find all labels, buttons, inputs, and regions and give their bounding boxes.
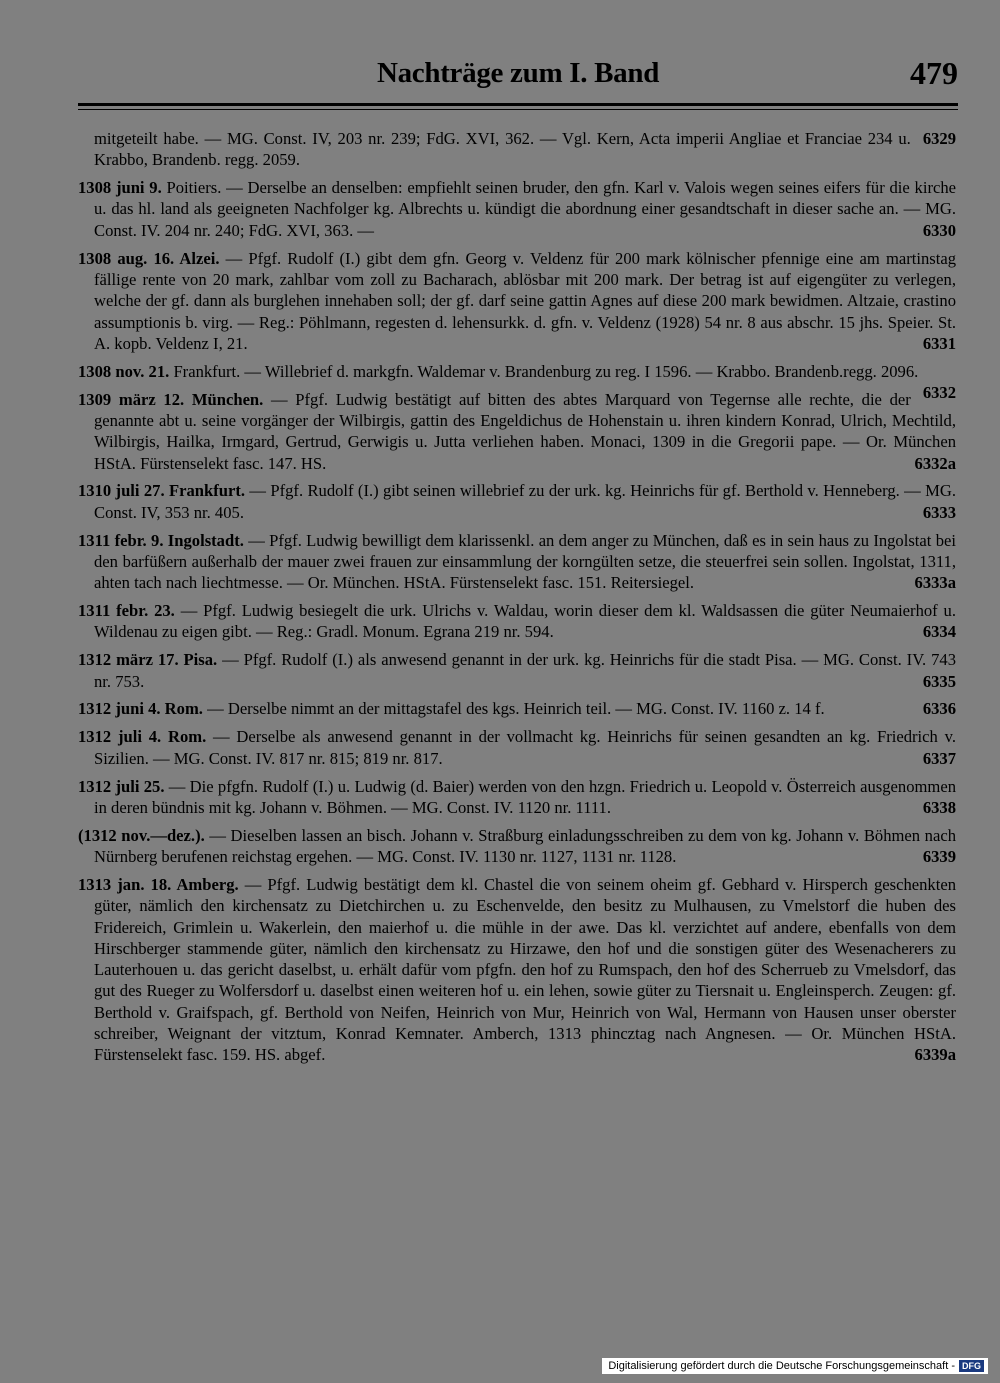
entry-6331 (78, 248, 956, 354)
entry-date-place: 1308 nov. 21. (78, 361, 170, 381)
entry-number: 6333 (922, 502, 956, 522)
entries-list (78, 128, 956, 1072)
header-rule-thick (78, 103, 958, 106)
entry-6333 (78, 480, 956, 523)
entry-6335 (78, 649, 956, 692)
entry-number: 6336 (922, 699, 956, 719)
header-rule-thin (78, 109, 958, 110)
entry-number: 6332a (914, 453, 956, 473)
entry-date-place: 1312 juli 4. Rom. (78, 727, 207, 747)
entry-number: 6331 (922, 333, 956, 353)
page-header (78, 55, 958, 101)
entry-6332a (78, 389, 956, 474)
entry-date-place: 1311 febr. 23. (78, 601, 175, 621)
entry-date-place: 1310 juli 27. Frankfurt. (78, 481, 246, 501)
entry-number: 6332 (922, 383, 956, 403)
entry-text: Poitiers. — Derselbe an denselben: empfiehlt seinen bruder, den gfn. Karl v. Valois wegen seines eifers für die kirche u. das hl. land als geeigneten Nachfolger kg. Albrechts u. kündigt die abordnung einer gesandtschaft in dieser sache an. — MG. Const. IV. 204 nr. 240; FdG. XVI, 363. — (94, 178, 956, 240)
entry-6333a (78, 530, 956, 594)
entry-text: — Dieselben lassen an bisch. Johann v. Straßburg einladungsschreiben zu dem von kg. Johann v. Böhmen nach Nürnberg berufenen reichstag ergehen. — MG. Const. IV. 1130 nr. 1127, 1131 nr. 1128. (94, 825, 957, 867)
entry-number: 6334 (922, 622, 956, 642)
entry-number: 6339 (922, 847, 956, 867)
entry-6337 (78, 726, 956, 769)
entry-number: 6330 (922, 220, 956, 240)
page-title: Nachträge zum I. Band (376, 57, 660, 89)
entry-text: — Derselbe als anwesend genannt in der vollmacht kg. Heinrichs für seinen gesandten an kg. Friedrich v. Sizilien. — MG. Const. IV. 817 nr. 815; 819 nr. 817. (94, 727, 956, 768)
entry-date-place: 1312 juli 25. (78, 776, 165, 796)
entry-number: 6339a (914, 1045, 956, 1065)
entry-text: — Pfgf. Ludwig besiegelt die urk. Ulrichs v. Waldau, worin dieser dem kl. Waldsassen die güter Neumaierhof u. Wildenau zu eigen gibt. — Reg.: Gradl. Monum. Egrana 219 nr. 594. (94, 601, 956, 642)
entry-date-place: 1312 märz 17. Pisa. (78, 650, 218, 670)
entry-date-place: 1308 juni 9. (78, 178, 162, 198)
entry-text: — Pfgf. Rudolf (I.) gibt dem gfn. Georg v. Veldenz für 200 mark kölnischer pfennige eine am martinstag fällige rente von 20 mark, zahlbar vom zoll zu Bacharach, ablösbar mit 200 mark. Der betrag ist auf eigengüter zu verlegen, welche der gf. dann als burglehen innehaben soll; der gf. darf seine gattin Agnes auf diese 200 mark bewidmen. Altzaie, crastino assumptionis b. virg. — Reg.: Pöhlmann, regesten d. lehensurkk. d. gfn. v. Veldenz (1928) 54 nr. 8 aus abschr. 15 jhs. Speier. St. A. kopb. Veldenz I, 21. (94, 248, 957, 353)
footer-text: Digitalisierung gefördert durch die Deutsche Forschungsgemeinschaft - (608, 1360, 955, 1372)
dfg-logo: DFG (959, 1360, 984, 1372)
entry-date-place: 1311 febr. 9. Ingolstadt. (78, 530, 244, 550)
entry-6336 (78, 698, 956, 719)
entry-date-place: 1309 märz 12. München. (78, 389, 264, 409)
entry-6334 (78, 600, 956, 643)
entry-6338 (78, 776, 956, 819)
entry-6330 (78, 177, 956, 241)
entry-text: — Pfgf. Rudolf (I.) gibt seinen willebrief zu der urk. kg. Heinrichs für gf. Berthold v. Henneberg. — MG. Const. IV, 353 nr. 405. (94, 481, 957, 522)
entry-number: 6329 (922, 129, 956, 148)
entry-number: 6335 (922, 671, 956, 691)
entry-text: — Pfgf. Rudolf (I.) als anwesend genannt in der urk. kg. Heinrichs für die stadt Pisa. — MG. Const. IV. 743 nr. 753. (94, 650, 957, 691)
entry-text: — Pfgf. Ludwig bewilligt dem klarissenkl. an dem anger zu München, daß es in sein haus zu Ingolstat bei den barfüßern außerhalb der mauer zwei frauen zur einsammlung der korngülten setze, die steuerfrei sein sollen. Ingolstat, 1311, ahten tach nach liechtmesse. — Or. München. HStA. Fürstenselekt fasc. 151. Reitersiegel. (94, 530, 956, 593)
digitization-footer (602, 1358, 988, 1374)
entry-date-place: (1312 nov.—dez.). (78, 825, 205, 845)
entry-date-place: 1312 juni 4. Rom. (78, 699, 203, 719)
entry-number: 6337 (922, 748, 956, 768)
entry-6329 (78, 128, 956, 171)
entry-date-place: 1313 jan. 18. Amberg. (78, 874, 239, 894)
entry-text: — Pfgf. Ludwig bestätigt dem kl. Chastel die von seinem oheim gf. Gebhard v. Hirsperch geschenkten güter, nämlich den kirchensatz zu Dietchirchen u. zu Eschenvelde, den besitz zu Mulhausen, zu Vmelstorf die huben des Fridereich, Grimlein u. Wakerlein, den maierhof u. die mühle in der awe. Das kl. verzichtet auf andere, ebenfalls von dem Hirschberger stammende güter, nämlich den kirchensatz zu Hirzawe, den hof und die sonstigen güter des Wesenacherers zu Lauterhouen u. das gericht daselbst, u. erhält dafür vom pfgfn. den hof zu Rumspach, den hof des Scherrueb zu Vmelsdorf, das gut des Rueger zu Wolfersdorf u. daselbst einen weiteren hof u. ein lehen, sowie güter zu Tiersnait u. Engleinsperch. Zeugen: gf. Berthold v. Graifspach, gf. Berthold von Neifen, Heinrich von Mur, Heinrich von Wal, Hermann von Hausen unser oberster schreiber, Weignant der vitztum, Konrad Kemnater. Amberch, 1313 phincztag nach Angnesen. — Or. München HStA. Fürstenselekt fasc. 159. HS. abgef. (94, 874, 956, 1065)
entry-text: Frankfurt. — Willebrief d. markgfn. Waldemar v. Brandenburg zu reg. I 1596. — Krabbo. Brandenb.regg. 2096. (173, 361, 919, 381)
entry-date-place: 1308 aug. 16. Alzei. (78, 248, 220, 268)
entry-6339a (78, 874, 956, 1066)
entry-6339 (78, 825, 956, 868)
entry-text: — Pfgf. Ludwig bestätigt auf bitten des abtes Marquard von Tegernse alle rechte, die der genannte abt u. seine vorgänger der Wilbirgis, gattin des Engeldichus de Hohenstain u. ihren kindern Konrad, Ulrich, Mechtild, Wilbirgis, Hailka, Irmgard, Gertrud, Gerwigis u. Jutta verliehen haben. Monaci, 1309 in die Gregorii pape. — Or. München HStA. Fürstenselekt fasc. 147. HS. (94, 389, 956, 473)
entry-text: — Derselbe nimmt an der mittagstafel des kgs. Heinrich teil. — MG. Const. IV. 1160 z. 14 f. (207, 699, 825, 719)
entry-number: 6338 (922, 797, 956, 817)
page-number: 479 (910, 55, 958, 91)
entry-text: mitgeteilt habe. — MG. Const. IV, 203 nr. 239; FdG. XVI, 362. — Vgl. Kern, Acta imperii Angliae et Franciae 234 u. Krabbo, Brandenb. regg. 2059. (94, 129, 911, 170)
entry-number: 6333a (914, 573, 956, 593)
entry-text: — Die pfgfn. Rudolf (I.) u. Ludwig (d. Baier) werden von den hzgn. Friedrich u. Leopold v. Österreich ausgenommen in deren bündnis mit kg. Johann v. Böhmen. — MG. Const. IV. 1120 nr. 1111. (94, 776, 956, 817)
